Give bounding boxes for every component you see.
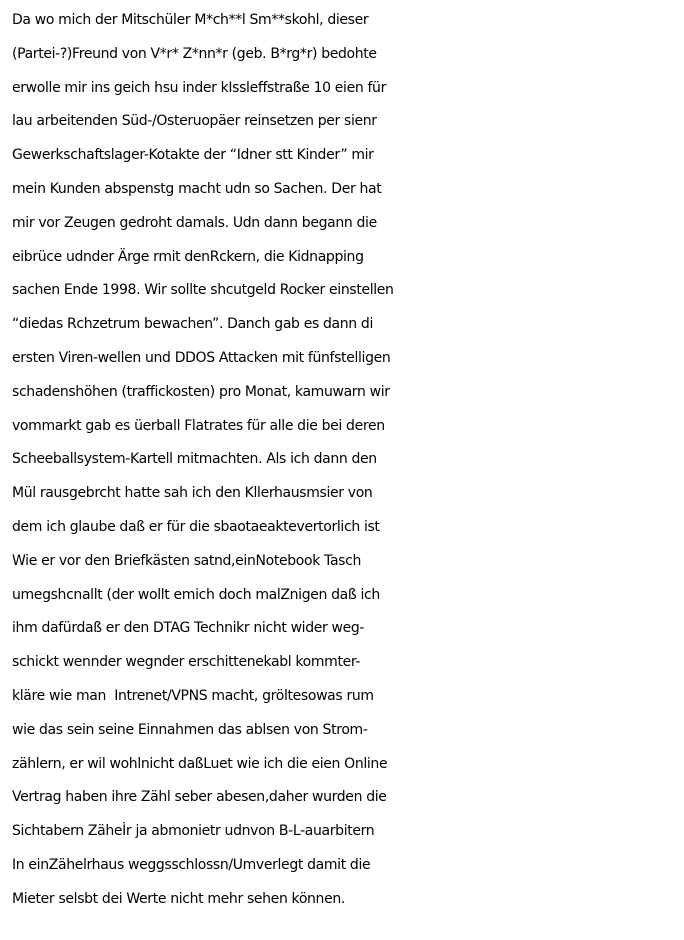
text-line: Gewerkschaftslager-Kotakte der “Idner stt Kinder” mir [12,147,374,164]
text-line: Mieter selsbt dei Werte nicht mehr sehen können. [12,890,345,907]
text-line: Mül rausgebrcht hatte sah ich den Kllerhausmsier von [12,485,373,502]
text-line: zählern, er wil wohlnicht daßLuet wie ich die eien Online [12,755,388,772]
text-line: Wie er vor den Briefkästen satnd,einNotebook Tasch [12,552,361,569]
text-line: erwolle mir ins geich hsu inder kIssleffstraße 10 eien für [12,79,386,96]
text-line: Vertrag haben ihre Zähl seber abesen,daher wurden die [12,789,387,806]
text-line: Da wo mich der Mitschüler M*ch**l Sm**skohl, dieser [12,12,369,28]
text-line: mir vor Zeugen gedroht damals. Udn dann begann die [12,214,377,231]
text-line: Sichtabern Zäheİr ja abmonietr udnvon B-L-auarbitern [12,823,375,840]
text-line: sachen Ende 1998. Wir sollte shcutgeld Rocker einstellen [12,282,394,299]
text-line: eibrüce udnder Ärge rmit denRckern, die Kidnapping [12,248,364,265]
text-line: “diedas Rchzetrum bewachen”. Danch gab es dann di [12,316,373,333]
text-line: In einZähelrhaus weggsschlossn/Umverlegt damit die [12,856,371,873]
text-line: ersten Viren-wellen und DDOS Attacken mit fünfstelligen [12,349,391,366]
text-line: lau arbeitenden Süd-/Osteruopäer reinsetzen per sienr [12,113,377,130]
body-text [12,4,682,917]
text-line: mein Kunden abspenstg macht udn so Sachen. Der hat [12,180,382,197]
text-line: schickt wennder wegnder erschittenekabl kommter- [12,654,361,671]
text-line: ihm dafürdaß er den DTAG Technikr nicht wider weg- [12,620,365,637]
text-line: dem ich glaube daß er für die sbaotaeaktevertorlich ist [12,518,380,535]
text-line: vommarkt gab es üerball Flatrates für alle die bei deren [12,417,385,434]
text-line: (Partei-?)Freund von V*r* Z*nn*r (geb. B*rg*r) bedohte [12,45,377,62]
text-line: Scheeballsystem-Kartell mitmachten. Als ich dann den [12,451,377,468]
text-line: wie das sein seine Einnahmen das ablsen von Strom- [12,721,368,738]
text-line: umegshcnallt (der wollt emich doch malZnigen daß ich [12,586,380,603]
text-line: kläre wie man Intrenet/VPNS macht, gröltesowas rum [12,687,374,704]
text-line: schadenshöhen (traffickosten) pro Monat, kamuwarn wir [12,383,390,400]
